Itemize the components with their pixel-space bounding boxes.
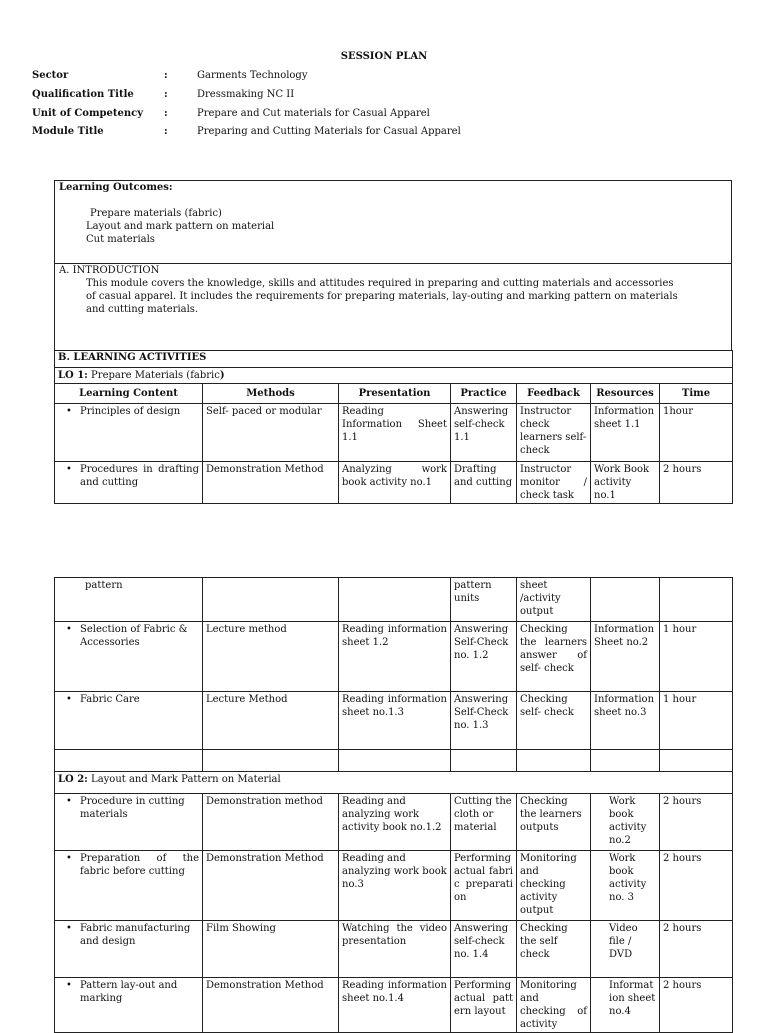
bullet-icon: • (66, 694, 72, 705)
introduction-text: This module covers the knowledge, skills and attitudes required in preparing and cutting materials and accessories of casual apparel. It includes the requirements for preparing materials, lay-outing and marking pattern on materials and cutting materials. (86, 278, 678, 315)
content-text: Preparation of the fabric before cutting (80, 853, 199, 877)
resources-cell: Information sheet no.4 (591, 978, 660, 1033)
lo1-text: Prepare Materials (fabric (87, 370, 220, 381)
time-cell: 2 hours (660, 978, 733, 1033)
content-text: Selection of Fabric & Accessories (80, 624, 188, 648)
lo2-text: Layout and Mark Pattern on Material (87, 774, 281, 785)
meta-row-qualification (32, 88, 732, 102)
bullet-icon: • (66, 980, 72, 991)
time-cell: 2 hours (660, 462, 733, 504)
bullet-icon: • (66, 624, 72, 635)
col-header-content: Learning Content (55, 384, 203, 404)
content-text: Procedure in cutting materials (80, 796, 185, 820)
bullet-icon: • (66, 406, 72, 417)
content-cell (55, 978, 203, 1033)
lo1-label: LO 1: (58, 370, 88, 381)
col-header-methods: Methods (203, 384, 339, 404)
content-text: Procedures in drafting and cutting (80, 464, 199, 488)
practice-cell: Performing actual fabric preparation (451, 851, 517, 921)
meta-row-sector (32, 69, 732, 83)
meta-value: Preparing and Cutting Materials for Casual Apparel (197, 126, 461, 137)
practice-cell: pattern units (451, 578, 517, 622)
lo1-close: ) (219, 370, 225, 381)
method-cell: Demonstration Method (203, 851, 339, 921)
introduction-heading: A. INTRODUCTION (59, 265, 160, 276)
content-text: Pattern lay-out and marking (80, 980, 178, 1004)
table-row (55, 622, 733, 692)
practice-cell: Drafting and cutting (451, 462, 517, 504)
practice-cell: Answering self-check 1.1 (451, 404, 517, 462)
col-header-time: Time (660, 384, 733, 404)
content-cell (55, 921, 203, 978)
outcome-item: Prepare materials (fabric) (90, 208, 222, 219)
lo2-label: LO 2: (58, 774, 88, 785)
learning-outcomes-box (54, 180, 732, 264)
col-header-feedback: Feedback (517, 384, 591, 404)
method-cell (203, 578, 339, 622)
meta-key: Unit of Competency (32, 108, 144, 119)
table-row (55, 692, 733, 750)
meta-value: Prepare and Cut materials for Casual Apparel (197, 108, 430, 119)
practice-cell: Answering Self-Check no. 1.2 (451, 622, 517, 692)
table-row (55, 978, 733, 1033)
content-text: Fabric Care (80, 694, 140, 705)
meta-row-module (32, 125, 732, 139)
table-row (55, 794, 733, 851)
method-cell: Self- paced or modular (203, 404, 339, 462)
table-row-empty (55, 750, 733, 772)
feedback-cell: Monitoring and checking of activity (517, 978, 591, 1033)
resources-cell: Information sheet no.3 (591, 692, 660, 750)
time-cell: 2 hours (660, 851, 733, 921)
feedback-cell: Checking the self check (517, 921, 591, 978)
feedback-cell: Instructor monitor / check task (517, 462, 591, 504)
resources-cell: Information Sheet no.2 (591, 622, 660, 692)
learning-outcomes-heading: Learning Outcomes: (59, 182, 173, 193)
bullet-icon: • (66, 923, 72, 934)
resources-cell: Information sheet 1.1 (591, 404, 660, 462)
content-text: Principles of design (80, 406, 181, 417)
meta-value: Garments Technology (197, 70, 308, 81)
presentation-cell: Reading information sheet 1.2 (339, 622, 451, 692)
method-cell: Film Showing (203, 921, 339, 978)
time-cell: 1hour (660, 404, 733, 462)
time-cell: 1 hour (660, 692, 733, 750)
introduction-box (54, 263, 732, 351)
meta-row-unit (32, 107, 732, 121)
lo2-heading (55, 772, 733, 794)
document-title: SESSION PLAN (340, 51, 428, 62)
col-header-resources: Resources (591, 384, 660, 404)
bullet-icon: • (66, 796, 72, 807)
activities-table-part2 (54, 577, 733, 1033)
meta-colon: : (164, 126, 168, 137)
feedback-cell: sheet /activity output (517, 578, 591, 622)
content-cell (55, 622, 203, 692)
outcome-item: Layout and mark pattern on material (86, 221, 275, 232)
practice-cell: Answering Self-Check no. 1.3 (451, 692, 517, 750)
time-cell: 1 hour (660, 622, 733, 692)
meta-key: Sector (32, 70, 69, 81)
meta-colon: : (164, 89, 168, 100)
presentation-cell: Watching the video presentation (339, 921, 451, 978)
presentation-cell: Analyzing work book activity no.1 (339, 462, 451, 504)
practice-cell: Performing actual pattern layout (451, 978, 517, 1033)
meta-key: Module Title (32, 126, 104, 137)
resources-cell: Work book activity no.2 (591, 794, 660, 851)
presentation-cell (339, 578, 451, 622)
bullet-icon: • (66, 853, 72, 864)
method-cell: Demonstration Method (203, 978, 339, 1033)
feedback-cell: Checking self- check (517, 692, 591, 750)
time-cell: 2 hours (660, 921, 733, 978)
presentation-cell: Reading information sheet no.1.3 (339, 692, 451, 750)
content-cell (55, 692, 203, 750)
outcome-item: Cut materials (86, 234, 155, 245)
feedback-cell: Checking the learners outputs (517, 794, 591, 851)
content-cell (55, 404, 203, 462)
presentation-cell: Reading Information Sheet 1.1 (339, 404, 451, 462)
table-row (55, 462, 733, 504)
content-cell (55, 462, 203, 504)
resources-cell: Work book activity no. 3 (591, 851, 660, 921)
meta-colon: : (164, 70, 168, 81)
feedback-cell: Checking the learners answer of self- check (517, 622, 591, 692)
col-header-presentation: Presentation (339, 384, 451, 404)
presentation-cell: Reading information sheet no.1.4 (339, 978, 451, 1033)
content-cell: pattern (55, 578, 203, 622)
content-cell (55, 794, 203, 851)
table-row-continued (55, 578, 733, 622)
resources-cell: Video file / DVD (591, 921, 660, 978)
table-header-row (55, 384, 733, 404)
table-row (55, 404, 733, 462)
meta-colon: : (164, 108, 168, 119)
meta-key: Qualification Title (32, 89, 134, 100)
resources-cell: Work Book activity no.1 (591, 462, 660, 504)
lo1-heading (55, 368, 733, 384)
time-cell: 2 hours (660, 794, 733, 851)
method-cell: Demonstration Method (203, 462, 339, 504)
time-cell (660, 578, 733, 622)
activities-table-part1 (54, 350, 733, 504)
table-row (55, 921, 733, 978)
feedback-cell: Instructor check learners self- check (517, 404, 591, 462)
method-cell: Demonstration method (203, 794, 339, 851)
table-row (55, 851, 733, 921)
meta-value: Dressmaking NC II (197, 89, 295, 100)
feedback-cell: Monitoring and checking activity output (517, 851, 591, 921)
method-cell: Lecture Method (203, 692, 339, 750)
learning-activities-heading: B. LEARNING ACTIVITIES (55, 351, 733, 368)
method-cell: Lecture method (203, 622, 339, 692)
content-text: Fabric manufacturing and design (80, 923, 191, 947)
practice-cell: Answering self-check no. 1.4 (451, 921, 517, 978)
practice-cell: Cutting the cloth or material (451, 794, 517, 851)
presentation-cell: Reading and analyzing work activity book no.1.2 (339, 794, 451, 851)
resources-cell (591, 578, 660, 622)
bullet-icon: • (66, 464, 72, 475)
presentation-cell: Reading and analyzing work book no.3 (339, 851, 451, 921)
col-header-practice: Practice (451, 384, 517, 404)
content-cell (55, 851, 203, 921)
